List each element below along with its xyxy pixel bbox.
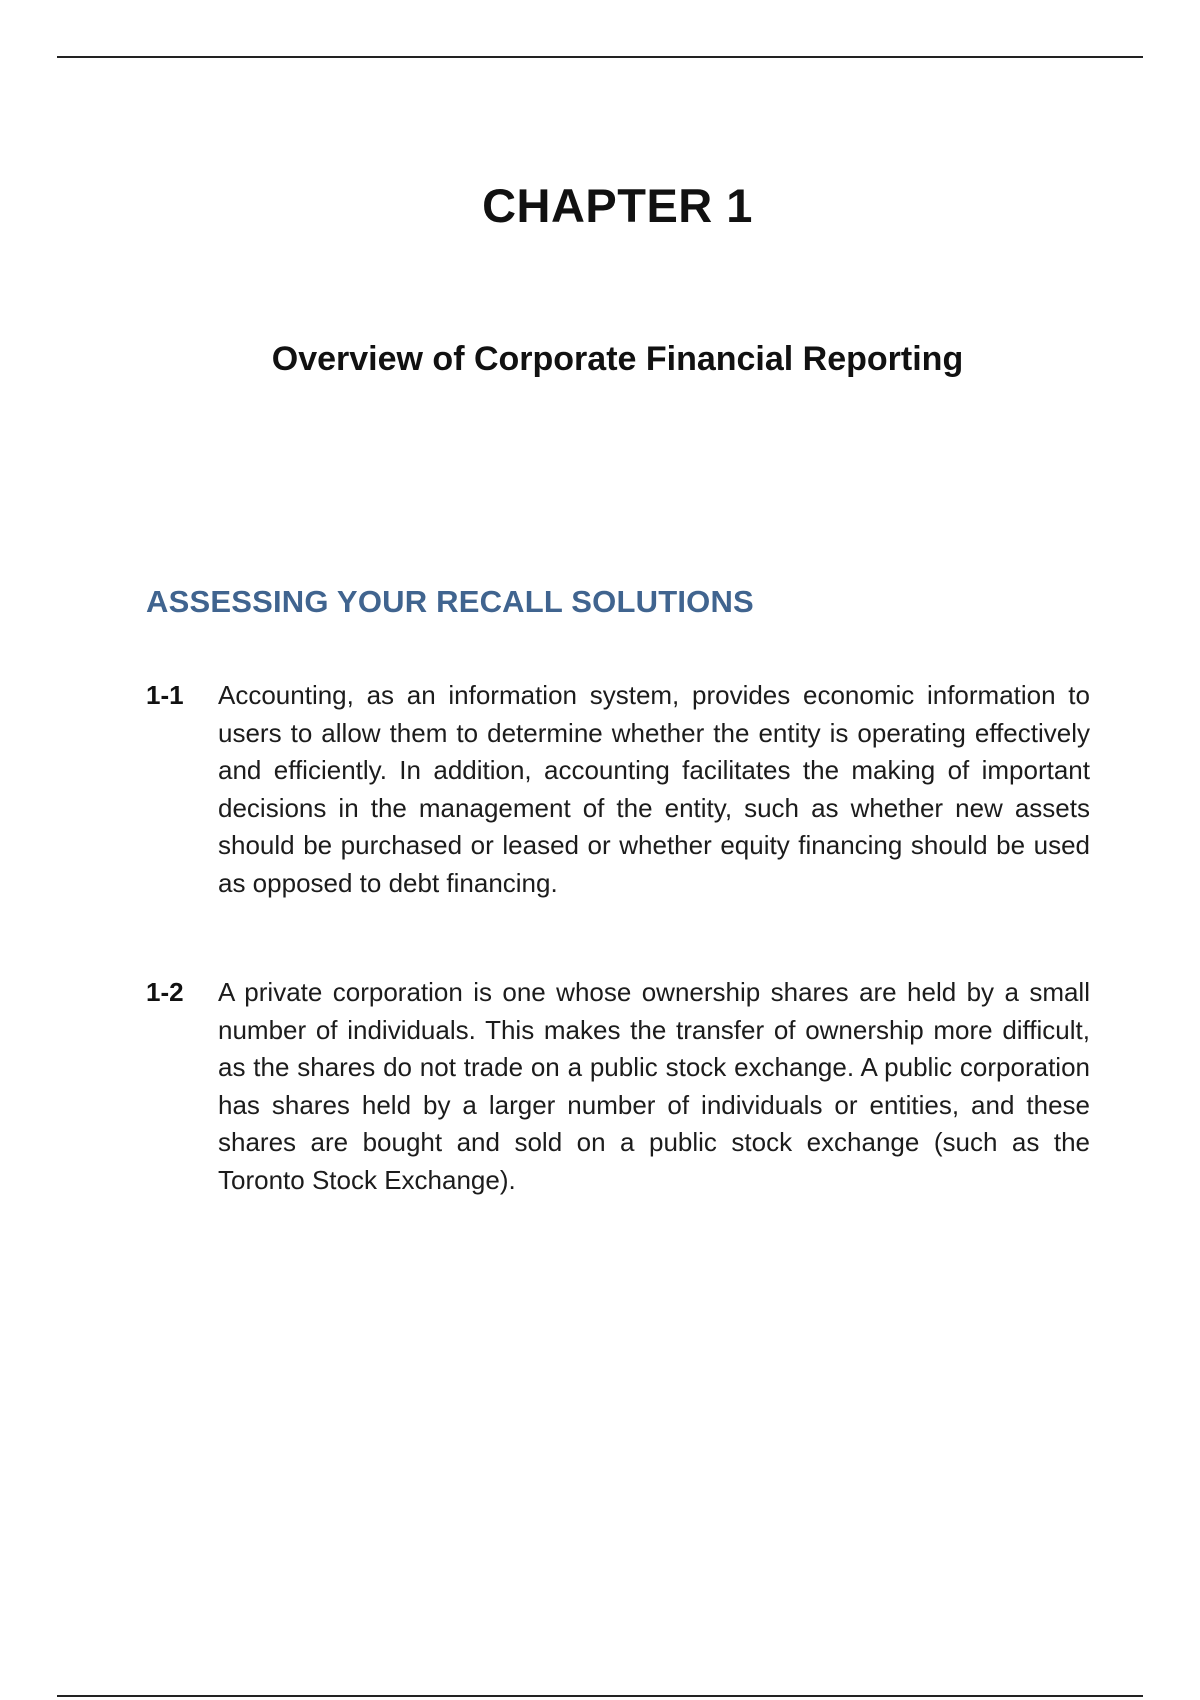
answer-text: Accounting, as an information system, provides economic information to users to allow them to determine whether the entity is operating effectively and efficiently. In addition, accounting facilitates the making of important decisions in the management of the entity, such as whether new assets should be purchased or leased or whether equity financing should be used as opposed to debt financing. (218, 680, 1090, 898)
answer-item (146, 677, 1090, 902)
top-rule (57, 56, 1143, 58)
chapter-subtitle: Overview of Corporate Financial Reporting (271, 340, 964, 378)
section-heading: ASSESSING YOUR RECALL SOLUTIONS (146, 584, 754, 619)
answer-number: 1-2 (146, 977, 184, 1007)
bottom-rule (57, 1695, 1143, 1697)
answer-item (146, 974, 1090, 1199)
answer-number: 1-1 (146, 680, 184, 710)
chapter-title: CHAPTER 1 (482, 179, 753, 232)
answer-text: A private corporation is one whose ownership shares are held by a small number of individuals. This makes the transfer of ownership more difficult, as the shares do not trade on a public stock exchange. A public corporation has shares held by a larger number of individuals or entities, and these shares are bought and sold on a public stock exchange (such as the Toronto Stock Exchange). (218, 977, 1090, 1195)
